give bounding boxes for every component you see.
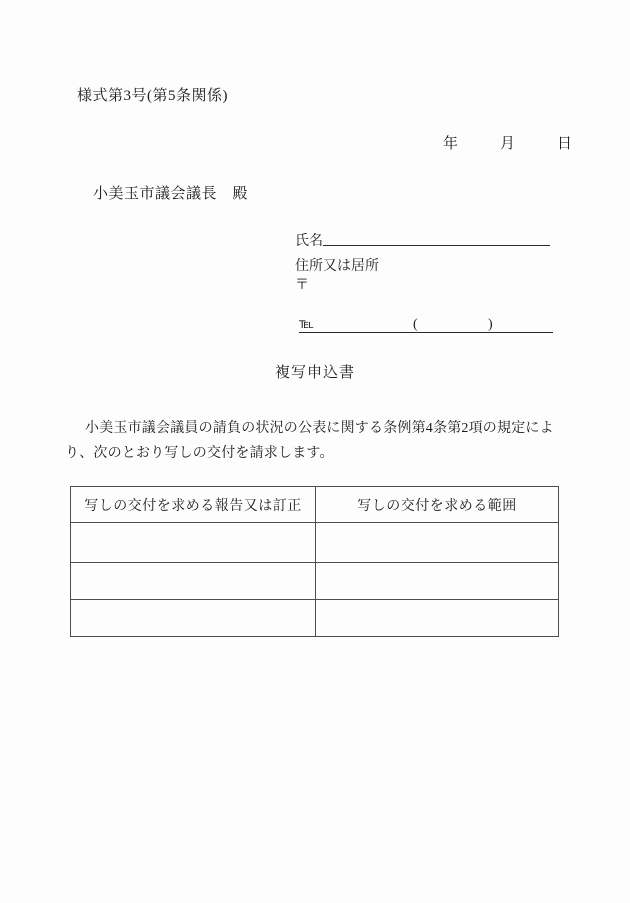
table-cell-report-1[interactable] — [71, 523, 316, 563]
date-year-fill[interactable] — [458, 132, 500, 153]
table-header-report: 写しの交付を求める報告又は訂正 — [71, 487, 316, 523]
date-line — [443, 132, 572, 153]
addressee-label: 小美玉市議会議長 殿 — [93, 186, 249, 202]
table-cell-scope-2[interactable] — [316, 563, 559, 600]
table-header-row — [71, 487, 559, 523]
table-cell-report-3[interactable] — [71, 600, 316, 637]
date-year-label: 年 — [443, 136, 459, 152]
date-month-fill[interactable] — [515, 132, 557, 153]
table-cell-scope-1[interactable] — [316, 523, 559, 563]
table-cell-scope-3[interactable] — [316, 600, 559, 637]
table-row — [71, 563, 559, 600]
form-number-label: 様式第3号(第5条関係) — [77, 88, 228, 104]
body-paragraph-line: 小美玉市議会議員の請負の状況の公表に関する条例第4条第2項の規定によ — [85, 421, 554, 436]
table-header-scope: 写しの交付を求める範囲 — [316, 487, 559, 523]
name-input-line[interactable] — [323, 230, 550, 246]
address-label: 住所又は居所 — [295, 259, 379, 274]
body-paragraph — [65, 416, 554, 466]
postal-mark-icon: 〒 — [295, 278, 309, 293]
name-field — [295, 230, 550, 249]
date-month-label: 月 — [500, 136, 516, 152]
copy-request-table — [70, 486, 559, 637]
tel-field[interactable] — [299, 319, 553, 333]
body-paragraph-line: り、次のとおり写しの交付を請求します。 — [65, 446, 334, 461]
tel-icon: ℡ — [299, 317, 315, 332]
document-title: 複写申込書 — [274, 365, 355, 381]
table-row — [71, 600, 559, 637]
table-row — [71, 523, 559, 563]
table-cell-report-2[interactable] — [71, 563, 316, 600]
date-day-label: 日 — [557, 136, 573, 152]
tel-paren-close: ) — [488, 317, 493, 332]
name-label: 氏名 — [295, 234, 323, 249]
tel-paren-open: ( — [413, 317, 418, 332]
